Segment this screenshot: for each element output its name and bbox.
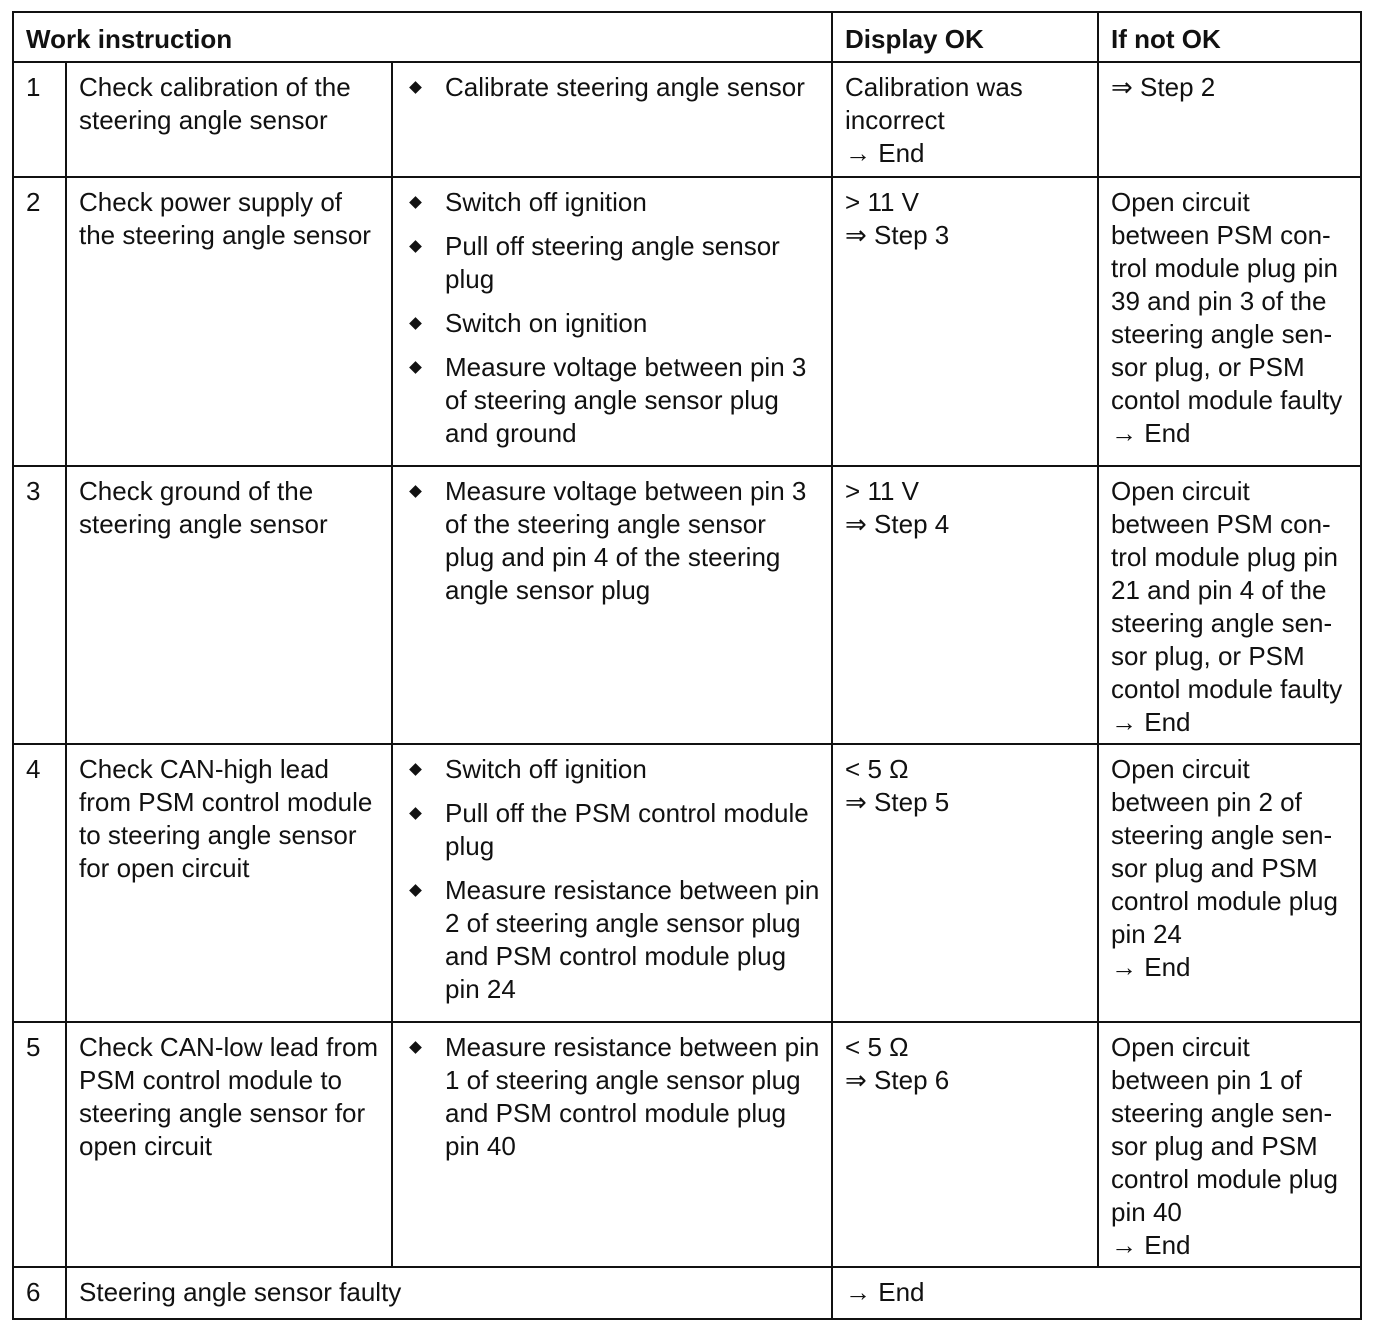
action-item	[405, 230, 821, 296]
table-row	[13, 744, 1361, 1022]
display-ok-cell	[832, 744, 1098, 1022]
display-ok-cell	[832, 466, 1098, 744]
action-item	[405, 71, 821, 104]
actions-cell	[392, 466, 832, 744]
not-ok-result: → End	[1111, 707, 1191, 737]
not-ok-cell	[1098, 177, 1361, 466]
not-ok-cell	[1098, 62, 1361, 177]
action-item	[405, 475, 821, 607]
not-ok-result: → End	[1111, 1230, 1191, 1260]
ok-text: < 5 Ω	[845, 1032, 909, 1062]
step-number: 4	[13, 744, 66, 1022]
action-text: Calibrate steering angle sensor	[445, 72, 805, 102]
step-number: 3	[13, 466, 66, 744]
action-item	[405, 874, 821, 1006]
action-item	[405, 307, 821, 340]
step-number: 6	[13, 1267, 66, 1319]
action-text: Pull off steering angle sensor plug	[445, 231, 780, 294]
display-ok-cell	[832, 177, 1098, 466]
not-ok-text: Open circuit between PSM con-trol module plug pin 21 and pin 4 of the steering angle sen-sor plug, or PSM contol module faulty	[1111, 476, 1343, 704]
action-text: Measure resistance between pin 1 of steering angle sensor plug and PSM control module plug pin 40	[445, 1032, 820, 1161]
action-text: Switch off ignition	[445, 754, 647, 784]
work-instruction-table	[12, 11, 1362, 1320]
actions-cell	[392, 177, 832, 466]
action-text: Switch off ignition	[445, 187, 647, 217]
final-row	[13, 1267, 1361, 1319]
diamond-bullet-icon	[409, 240, 422, 253]
step-number: 5	[13, 1022, 66, 1267]
ok-result: ⇒ Step 4	[845, 509, 950, 539]
header-if-not-ok: If not OK	[1098, 12, 1361, 62]
action-item	[405, 186, 821, 219]
table-header-row	[13, 12, 1361, 62]
check-description: Check calibration of the steering angle sensor	[66, 62, 392, 177]
diamond-bullet-icon	[409, 361, 422, 374]
check-description: Check power supply of the steering angle sensor	[66, 177, 392, 466]
header-display-ok: Display OK	[832, 12, 1098, 62]
diamond-bullet-icon	[409, 1041, 422, 1054]
ok-text: > 11 V	[845, 476, 919, 506]
final-row-text: Steering angle sensor faulty	[66, 1267, 832, 1319]
table-row	[13, 62, 1361, 177]
not-ok-cell	[1098, 744, 1361, 1022]
step-number: 1	[13, 62, 66, 177]
diamond-bullet-icon	[409, 485, 422, 498]
diamond-bullet-icon	[409, 81, 422, 94]
diamond-bullet-icon	[409, 317, 422, 330]
diamond-bullet-icon	[409, 884, 422, 897]
ok-result: ⇒ Step 3	[845, 220, 950, 250]
check-description: Check CAN-low lead from PSM control module to steering angle sensor for open circuit	[66, 1022, 392, 1267]
not-ok-cell	[1098, 1022, 1361, 1267]
step-number: 2	[13, 177, 66, 466]
not-ok-cell	[1098, 466, 1361, 744]
action-item	[405, 351, 821, 450]
ok-result: ⇒ Step 5	[845, 787, 950, 817]
table-row	[13, 177, 1361, 466]
not-ok-text: Open circuit between pin 1 of steering angle sen-sor plug and PSM control module plug pin 40	[1111, 1032, 1338, 1227]
table-row	[13, 466, 1361, 744]
display-ok-cell	[832, 1022, 1098, 1267]
action-item	[405, 797, 821, 863]
action-text: Switch on ignition	[445, 308, 648, 338]
not-ok-text: Open circuit between PSM con-trol module plug pin 39 and pin 3 of the steering angle sen-sor plug, or PSM contol module faulty	[1111, 187, 1343, 415]
action-text: Measure resistance between pin 2 of steering angle sensor plug and PSM control module plug pin 24	[445, 875, 820, 1004]
check-description: Check CAN-high lead from PSM control module to steering angle sensor for open circuit	[66, 744, 392, 1022]
actions-cell	[392, 1022, 832, 1267]
action-item	[405, 1031, 821, 1163]
not-ok-result: → End	[1111, 418, 1191, 448]
not-ok-text: Open circuit between pin 2 of steering angle sen-sor plug and PSM control module plug pin 24	[1111, 754, 1338, 949]
table-row	[13, 1022, 1361, 1267]
ok-text: < 5 Ω	[845, 754, 909, 784]
action-item	[405, 753, 821, 786]
check-description: Check ground of the steering angle sensor	[66, 466, 392, 744]
header-work-instruction: Work instruction	[13, 12, 832, 62]
actions-cell	[392, 62, 832, 177]
diamond-bullet-icon	[409, 763, 422, 776]
final-row-result: → End	[832, 1267, 1361, 1319]
actions-cell	[392, 744, 832, 1022]
not-ok-text: ⇒ Step 2	[1111, 72, 1216, 102]
ok-result: → End	[845, 138, 925, 168]
ok-result: ⇒ Step 6	[845, 1065, 950, 1095]
diamond-bullet-icon	[409, 196, 422, 209]
diamond-bullet-icon	[409, 807, 422, 820]
ok-text: Calibration was incorrect	[845, 72, 1023, 135]
display-ok-cell	[832, 62, 1098, 177]
ok-text: > 11 V	[845, 187, 919, 217]
action-text: Pull off the PSM control module plug	[445, 798, 809, 861]
action-text: Measure voltage between pin 3 of the steering angle sensor plug and pin 4 of the steering angle sensor plug	[445, 476, 807, 605]
not-ok-result: → End	[1111, 952, 1191, 982]
action-text: Measure voltage between pin 3 of steering angle sensor plug and ground	[445, 352, 807, 448]
